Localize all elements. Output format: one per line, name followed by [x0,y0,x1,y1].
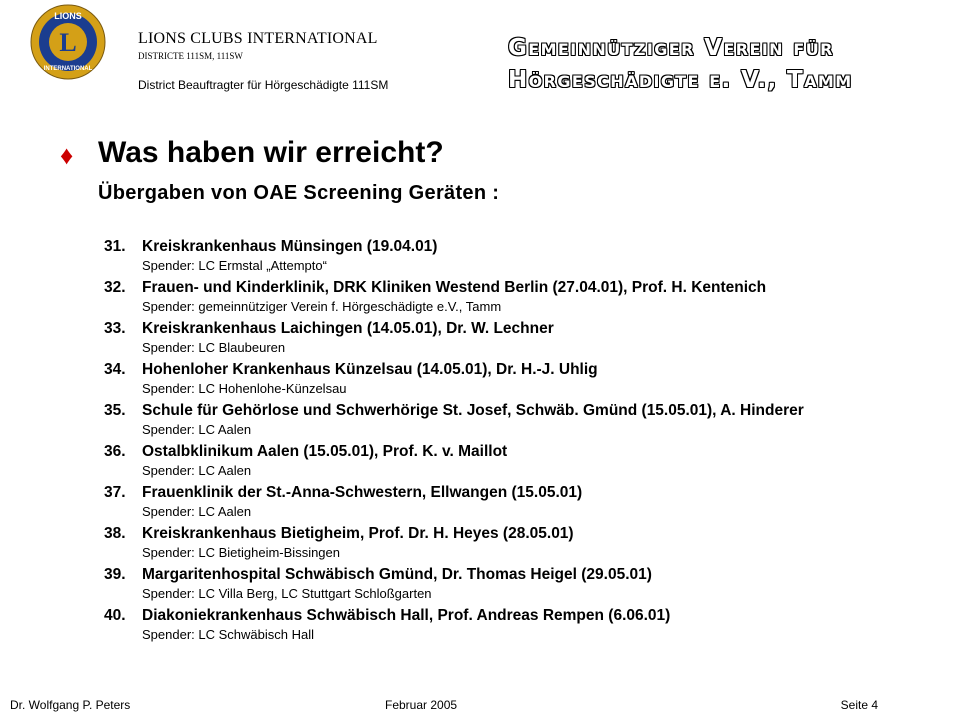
entry-number: 32. [104,279,126,296]
entry-list [104,236,954,646]
entry-text: Ostalbklinikum Aalen (15.05.01), Prof. K. v. Maillot [142,443,508,460]
entry-sponsor: Spender: LC Ermstal „Attempto“ [142,258,327,273]
entry-number: 34. [104,361,126,378]
entry-sponsor: Spender: LC Aalen [142,422,252,437]
entry-sponsor: Spender: LC Bietigheim-Bissingen [142,545,340,560]
lions-logo [30,4,106,80]
entry-number: 40. [104,607,126,624]
footer-date: Februar 2005 [385,698,458,712]
entry-number: 39. [104,566,126,583]
entry-sponsor: Spender: LC Villa Berg, LC Stuttgart Schloßgarten [142,586,432,601]
entry-text: Frauenklinik der St.-Anna-Schwestern, Ellwangen (15.05.01) [142,484,583,501]
logo-bottom-text: INTERNATIONAL [43,66,93,72]
list-item [104,605,954,646]
list-item [104,400,954,441]
diamond-icon: ♦ [60,140,74,170]
slide-subtitle: Übergaben von OAE Screening Geräten : [98,182,500,204]
entry-number: 37. [104,484,126,501]
logo-top-text: LIONS [54,11,82,21]
entry-sponsor: Spender: LC Schwäbisch Hall [142,627,314,642]
list-item [104,441,954,482]
districts: DISTRICTE 111SM, 111SW [138,51,243,61]
entry-text: Kreiskrankenhaus Laichingen (14.05.01), Dr. W. Lechner [142,320,554,337]
entry-sponsor: Spender: LC Blaubeuren [142,340,286,355]
entry-text: Margaritenhospital Schwäbisch Gmünd, Dr. Thomas Heigel (29.05.01) [142,566,652,583]
entry-number: 36. [104,443,126,460]
entry-text: Kreiskrankenhaus Bietigheim, Prof. Dr. H. Heyes (28.05.01) [142,525,574,542]
logo-letter: L [59,28,77,57]
list-item [104,236,954,277]
list-item [104,523,954,564]
slide-title: Was haben wir erreicht? [98,136,444,169]
footer-page-number: Seite 4 [840,698,878,712]
entry-text: Frauen- und Kinderklinik, DRK Kliniken Westend Berlin (27.04.01), Prof. H. Kentenich [142,279,767,296]
list-item [104,318,954,359]
entry-sponsor: Spender: gemeinnütziger Verein f. Hörgeschädigte e.V., Tamm [142,299,502,314]
district-beauftragter: District Beauftragter für Hörgeschädigte 111SM [138,78,389,92]
entry-number: 33. [104,320,126,337]
entry-text: Kreiskrankenhaus Münsingen (19.04.01) [142,238,438,255]
entry-text: Hohenloher Krankenhaus Künzelsau (14.05.01), Dr. H.-J. Uhlig [142,361,598,378]
entry-sponsor: Spender: LC Aalen [142,504,252,519]
list-item [104,277,954,318]
entry-number: 31. [104,238,126,255]
entry-sponsor: Spender: LC Hohenlohe-Künzelsau [142,381,347,396]
entry-text: Schule für Gehörlose und Schwerhörige St. Josef, Schwäb. Gmünd (15.05.01), A. Hinderer [142,402,804,419]
org-name: LIONS CLUBS INTERNATIONAL [138,30,378,47]
list-item [104,482,954,523]
entry-sponsor: Spender: LC Aalen [142,463,252,478]
footer-author: Dr. Wolfgang P. Peters [10,698,131,712]
entry-number: 35. [104,402,126,419]
list-item [104,564,954,605]
verein-title: Gemeinnütziger Verein für Hörgeschädigte e. V., Tamm [508,35,853,93]
list-item [104,359,954,400]
entry-number: 38. [104,525,126,542]
entry-text: Diakoniekrankenhaus Schwäbisch Hall, Prof. Andreas Rempen (6.06.01) [142,607,671,624]
